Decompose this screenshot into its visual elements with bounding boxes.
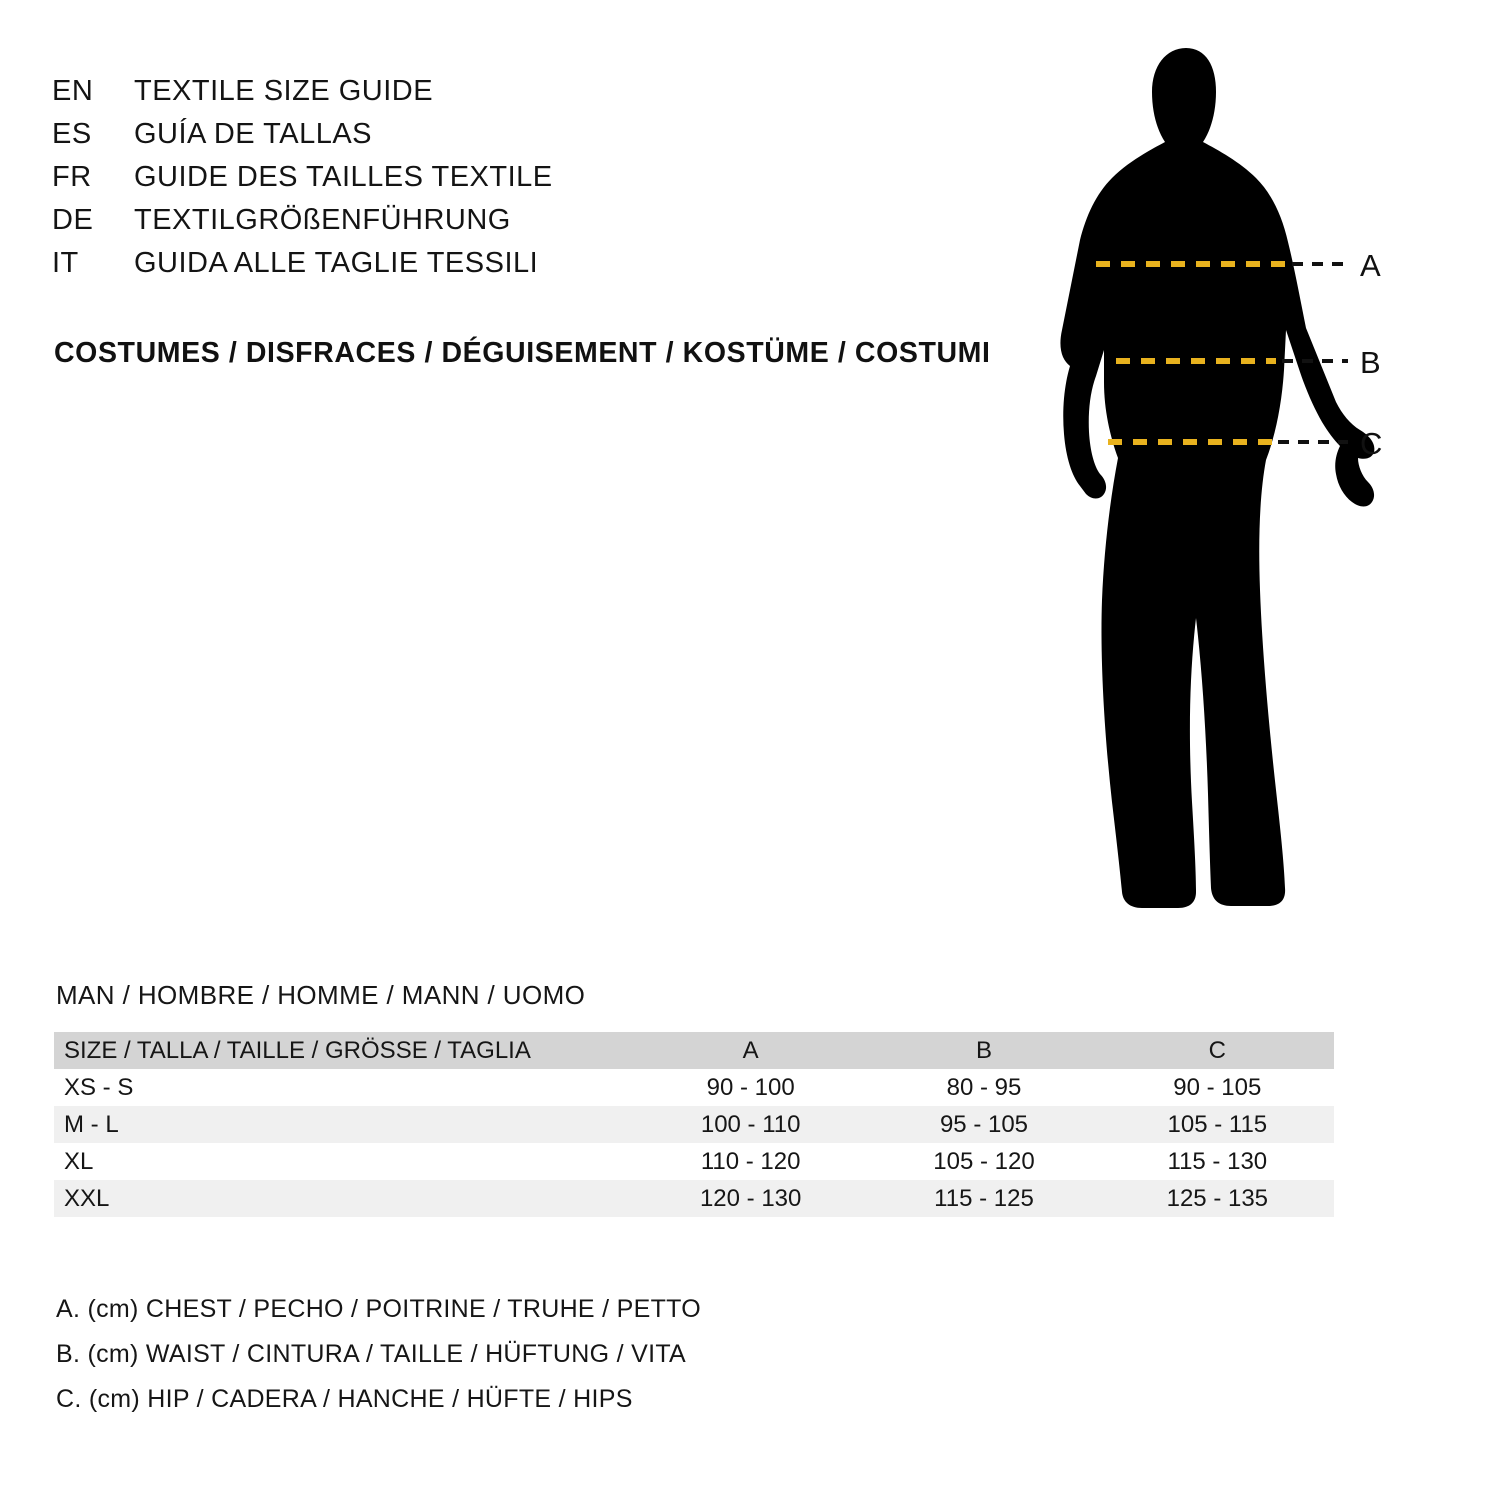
language-row-en bbox=[52, 75, 1032, 118]
language-title: GUÍA DE TALLAS bbox=[134, 118, 373, 150]
table-header-a: A bbox=[634, 1032, 867, 1069]
cell-a: 110 - 120 bbox=[700, 1147, 801, 1175]
size-table bbox=[54, 1032, 1334, 1217]
cell-c: 90 - 105 bbox=[1173, 1073, 1262, 1101]
measurement-legend bbox=[56, 1295, 956, 1430]
cell-c: 125 - 135 bbox=[1166, 1184, 1269, 1212]
body-silhouette-diagram bbox=[1000, 30, 1460, 930]
language-title: GUIDA ALLE TAGLIE TESSILI bbox=[134, 247, 539, 279]
marker-label-a: A bbox=[1360, 248, 1381, 283]
language-row-fr bbox=[52, 161, 1032, 204]
cell-size: XXL bbox=[64, 1184, 110, 1212]
cell-b: 80 - 95 bbox=[946, 1073, 1022, 1101]
language-list bbox=[52, 75, 1032, 290]
table-row bbox=[54, 1106, 1334, 1143]
table-header-row bbox=[54, 1032, 1334, 1069]
cell-b: 105 - 120 bbox=[933, 1147, 1035, 1175]
marker-label-b: B bbox=[1360, 345, 1381, 380]
cell-a: 90 - 100 bbox=[706, 1073, 795, 1101]
cell-size: XL bbox=[64, 1147, 94, 1175]
language-row-it bbox=[52, 247, 1032, 290]
man-silhouette-shape bbox=[1060, 48, 1374, 908]
table-header-c: C bbox=[1101, 1032, 1334, 1069]
language-row-de bbox=[52, 204, 1032, 247]
table-header-b: B bbox=[867, 1032, 1100, 1069]
legend-row-b: B. (cm) WAIST / CINTURA / TAILLE / HÜFTUNG / VITA bbox=[56, 1340, 687, 1368]
table-section-title: MAN / HOMBRE / HOMME / MANN / UOMO bbox=[56, 980, 586, 1010]
cell-b: 115 - 125 bbox=[934, 1184, 1034, 1212]
language-code: ES bbox=[52, 118, 92, 150]
language-code: EN bbox=[52, 75, 94, 107]
language-row-es bbox=[52, 118, 1032, 161]
cell-size: M - L bbox=[64, 1110, 119, 1138]
table-row bbox=[54, 1143, 1334, 1180]
marker-label-c: C bbox=[1360, 426, 1383, 461]
language-code: IT bbox=[52, 247, 79, 279]
table-header-size: SIZE / TALLA / TAILLE / GRÖSSE / TAGLIA bbox=[54, 1032, 634, 1069]
table-row bbox=[54, 1069, 1334, 1106]
table-row bbox=[54, 1180, 1334, 1217]
language-code: DE bbox=[52, 204, 94, 236]
costumes-subtitle: COSTUMES / DISFRACES / DÉGUISEMENT / KOSTÜME / COSTUMI bbox=[54, 337, 991, 369]
cell-a: 100 - 110 bbox=[700, 1110, 801, 1138]
legend-row-c: C. (cm) HIP / CADERA / HANCHE / HÜFTE / HIPS bbox=[56, 1385, 633, 1413]
cell-a: 120 - 130 bbox=[699, 1184, 802, 1212]
language-title: TEXTILGRÖßENFÜHRUNG bbox=[134, 204, 511, 236]
cell-b: 95 - 105 bbox=[939, 1110, 1029, 1138]
language-title: TEXTILE SIZE GUIDE bbox=[134, 75, 434, 107]
cell-c: 115 - 130 bbox=[1167, 1147, 1268, 1175]
language-code: FR bbox=[52, 161, 92, 193]
legend-row-a: A. (cm) CHEST / PECHO / POITRINE / TRUHE / PETTO bbox=[56, 1295, 702, 1323]
language-title: GUIDE DES TAILLES TEXTILE bbox=[134, 161, 553, 193]
cell-c: 105 - 115 bbox=[1167, 1110, 1268, 1138]
cell-size: XS - S bbox=[64, 1073, 134, 1101]
